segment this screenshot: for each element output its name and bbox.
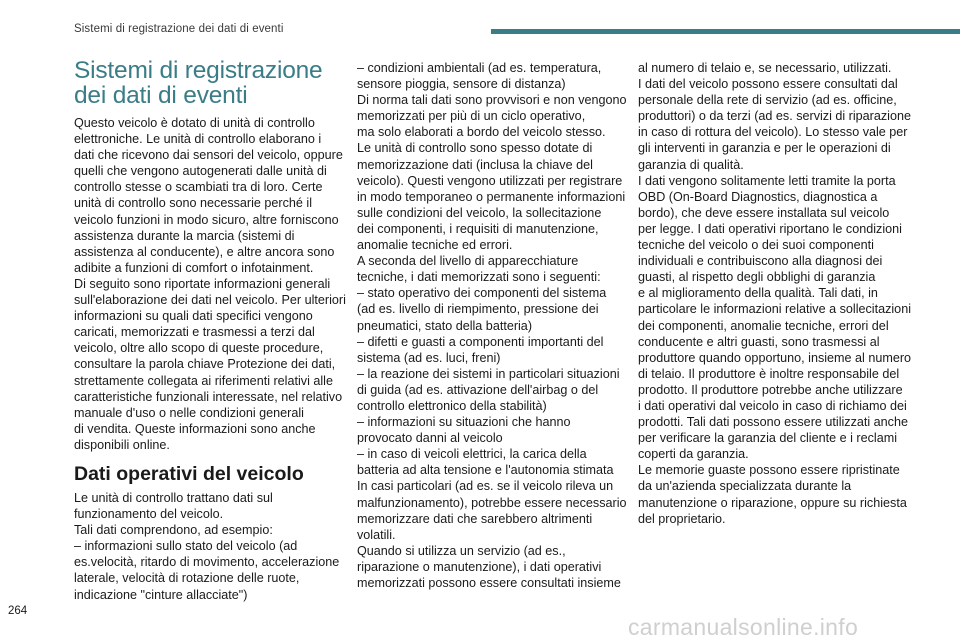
- text-line: memorizzare dati che sarebbero altrimenti: [357, 511, 593, 526]
- text-column-2: [357, 60, 625, 591]
- section-title-line: Sistemi di registrazione: [74, 57, 323, 84]
- text-line: prodotto. Il produttore potrebbe anche utilizzare: [638, 382, 903, 397]
- text-line: – difetti e guasti a componenti importanti del: [357, 334, 604, 349]
- text-line: assistenza al conducente), e altre ancora sono: [74, 244, 335, 259]
- text-line: caratteristiche funzionali interessate, nel relativo: [74, 389, 343, 404]
- text-line: sulle condizioni del veicolo, la sollecitazione: [357, 205, 602, 220]
- text-line: prodotti. Tali dati possono essere utilizzati anche: [638, 415, 908, 430]
- text-column-1: [74, 57, 346, 603]
- page-number: 264: [8, 605, 28, 617]
- text-line: adibite a funzioni di comfort o infotainment.: [74, 260, 314, 275]
- text-line: laterale, velocità di rotazione delle ruote,: [74, 571, 300, 586]
- text-line: sistema (ad es. luci, freni): [357, 350, 501, 365]
- text-line: disponibili online.: [74, 437, 170, 452]
- subsection-heading: Dati operativi del veicolo: [74, 462, 304, 485]
- text-line: tecniche, i dati memorizzati sono i seguenti:: [357, 270, 601, 285]
- text-line: da un'azienda specializzata durante la: [638, 479, 852, 494]
- text-line: produttore quando opportuno, insieme al numero: [638, 350, 912, 365]
- text-line: di vendita. Queste informazioni sono anche: [74, 421, 316, 436]
- text-line: informazioni su quali dati specifici vengono: [74, 309, 313, 324]
- text-line: caricati, memorizzati e trasmessi a terzi dal: [74, 325, 315, 340]
- text-line: in modo temporaneo o permanente informazioni: [357, 189, 626, 204]
- text-line: bordo), che deve essere installata sul veicolo: [638, 205, 890, 220]
- text-line: memorizzati possono essere consultati insieme: [357, 576, 621, 590]
- text-line: in caso di rottura del veicolo). Lo stesso vale per: [638, 125, 908, 140]
- text-line: veicolo, oltre allo scopo di queste procedure,: [74, 341, 324, 356]
- text-line: Quando si utilizza un servizio (ad es.,: [357, 543, 566, 558]
- text-line: tecniche del veicolo o dei suoi componenti: [638, 238, 874, 253]
- text-line: funzionamento del veicolo.: [74, 507, 224, 522]
- text-line: produttori) o da terzi (ad es. servizi di riparazione: [638, 109, 911, 124]
- text-line: – informazioni su situazioni che hanno: [357, 415, 571, 430]
- text-line: es.velocità, ritardo di movimento, accelerazione: [74, 555, 340, 570]
- text-line: e al miglioramento della qualità. Tali dati, in: [638, 286, 878, 301]
- text-line: coperti da garanzia.: [638, 447, 749, 462]
- text-line: gli interventi in garanzia e per le operazioni di: [638, 141, 891, 156]
- text-line: pneumatici, stato della batteria): [357, 318, 533, 333]
- text-line: di telaio. Il produttore è inoltre responsabile del: [638, 366, 900, 381]
- text-line: consultare la parola chiave Protezione dei dati,: [74, 357, 336, 372]
- text-line: – condizioni ambientali (ad es. temperatura,: [357, 61, 602, 75]
- column-2-text: [357, 60, 625, 591]
- text-line: riparazione o manutenzione), i dati operativi: [357, 559, 602, 574]
- text-line: I dati del veicolo possono essere consultati dal: [638, 77, 898, 92]
- text-line: garanzia di qualità.: [638, 157, 744, 172]
- text-line: malfunzionamento), potrebbe essere necessario: [357, 495, 627, 510]
- text-line: OBD (On-Board Diagnostics, diagnostica a: [638, 189, 878, 204]
- text-line: (ad es. livello di riempimento, pressione dei: [357, 302, 599, 317]
- text-line: i dati operativi dal veicolo in caso di richiamo dei: [638, 398, 907, 413]
- text-line: conducente e altri guasti, sono trasmessi al: [638, 334, 880, 349]
- text-line: particolare le informazioni relative a sollecitazioni: [638, 302, 911, 317]
- text-line: sull'elaborazione dei dati nel veicolo. Per ulteriori: [74, 293, 346, 308]
- text-line: del proprietario.: [638, 511, 726, 526]
- text-line: anomalie tecniche ed errori.: [357, 238, 513, 253]
- text-line: controllo elettronico della stabilità): [357, 398, 547, 413]
- text-line: per verificare la garanzia del cliente e i reclami: [638, 431, 897, 446]
- intro-paragraph: [74, 115, 346, 453]
- text-line: batteria ad alta tensione e l'autonomia stimata: [357, 463, 614, 478]
- running-header-title: Sistemi di registrazione dei dati di eventi: [74, 23, 284, 35]
- text-line: veicolo). Questi vengono utilizzati per registrare: [357, 173, 623, 188]
- text-line: manutenzione o riparazione, oppure su richiesta: [638, 495, 907, 510]
- watermark-text: carmanualsonline.info: [628, 614, 859, 640]
- text-line: Le unità di controllo sono spesso dotate di: [357, 141, 593, 156]
- text-line: – in caso di veicoli elettrici, la carica della: [357, 447, 587, 462]
- text-line: provocato danni al veicolo: [357, 431, 503, 446]
- text-line: assistenza durante la marcia (sistemi di: [74, 228, 295, 243]
- text-line: Le unità di controllo trattano dati sul: [74, 490, 273, 505]
- text-line: controllo stesse o scambiati tra di loro. Certe: [74, 180, 323, 195]
- text-line: dei componenti, i requisiti di manutenzione,: [357, 221, 599, 236]
- text-line: I dati vengono solitamente letti tramite la porta: [638, 173, 896, 188]
- text-line: strettamente collegata ai riferimenti relativi alle: [74, 373, 333, 388]
- text-line: Tali dati comprendono, ad esempio:: [74, 523, 273, 538]
- text-line: ma solo elaborati a bordo del veicolo stesso.: [357, 125, 606, 140]
- text-line: individuali e contribuiscono alla diagnosi dei: [638, 254, 883, 269]
- text-line: Questo veicolo è dotato di unità di controllo: [74, 116, 315, 130]
- section-title-line: dei dati di eventi: [74, 82, 248, 109]
- text-line: indicazione "cinture allacciate"): [74, 587, 248, 602]
- text-line: dei componenti, anomalie tecniche, errori del: [638, 318, 889, 333]
- text-line: veicolo funzioni in modo sicuro, altre forniscono: [74, 212, 339, 227]
- text-line: volatili.: [357, 527, 396, 542]
- text-line: – informazioni sullo stato del veicolo (ad: [74, 539, 298, 554]
- text-line: Di norma tali dati sono provvisori e non vengono: [357, 93, 627, 108]
- column-3-text: [638, 60, 912, 527]
- text-line: quelli che vengono autogenerati dalle unità di: [74, 164, 327, 179]
- text-line: – stato operativo dei componenti del sistema: [357, 286, 607, 301]
- text-line: al numero di telaio e, se necessario, utilizzati.: [638, 61, 892, 75]
- text-line: personale della rete di servizio (ad es. officine,: [638, 93, 897, 108]
- text-line: guasti, al rispetto degli obblighi di garanzia: [638, 270, 876, 285]
- text-line: memorizzati per più di un ciclo operativo,: [357, 109, 586, 124]
- section-title: [74, 58, 342, 108]
- text-column-3: [638, 60, 912, 527]
- text-line: memorizzazione dati (inclusa la chiave del: [357, 157, 593, 172]
- text-line: per legge. I dati operativi riportano le condizioni: [638, 221, 902, 236]
- text-line: Di seguito sono riportate informazioni generali: [74, 276, 331, 291]
- text-line: – la reazione dei sistemi in particolari situazioni: [357, 366, 620, 381]
- text-line: manuale d'uso o nelle condizioni generali: [74, 405, 304, 420]
- text-line: elettroniche. Le unità di controllo elaborano i: [74, 132, 322, 147]
- text-line: di guida (ad es. attivazione dell'airbag o del: [357, 382, 599, 397]
- text-line: dati che ricevono dai sensori del veicolo, oppure: [74, 148, 343, 163]
- text-line: unità di controllo sono necessarie perché il: [74, 196, 313, 211]
- header-accent-bar: [491, 29, 960, 34]
- text-line: A seconda del livello di apparecchiature: [357, 254, 579, 269]
- subsection-paragraph: [74, 490, 342, 603]
- text-line: Le memorie guaste possono essere ripristinate: [638, 463, 900, 478]
- text-line: In casi particolari (ad es. se il veicolo rileva un: [357, 479, 614, 494]
- text-line: sensore pioggia, sensore di distanza): [357, 77, 566, 92]
